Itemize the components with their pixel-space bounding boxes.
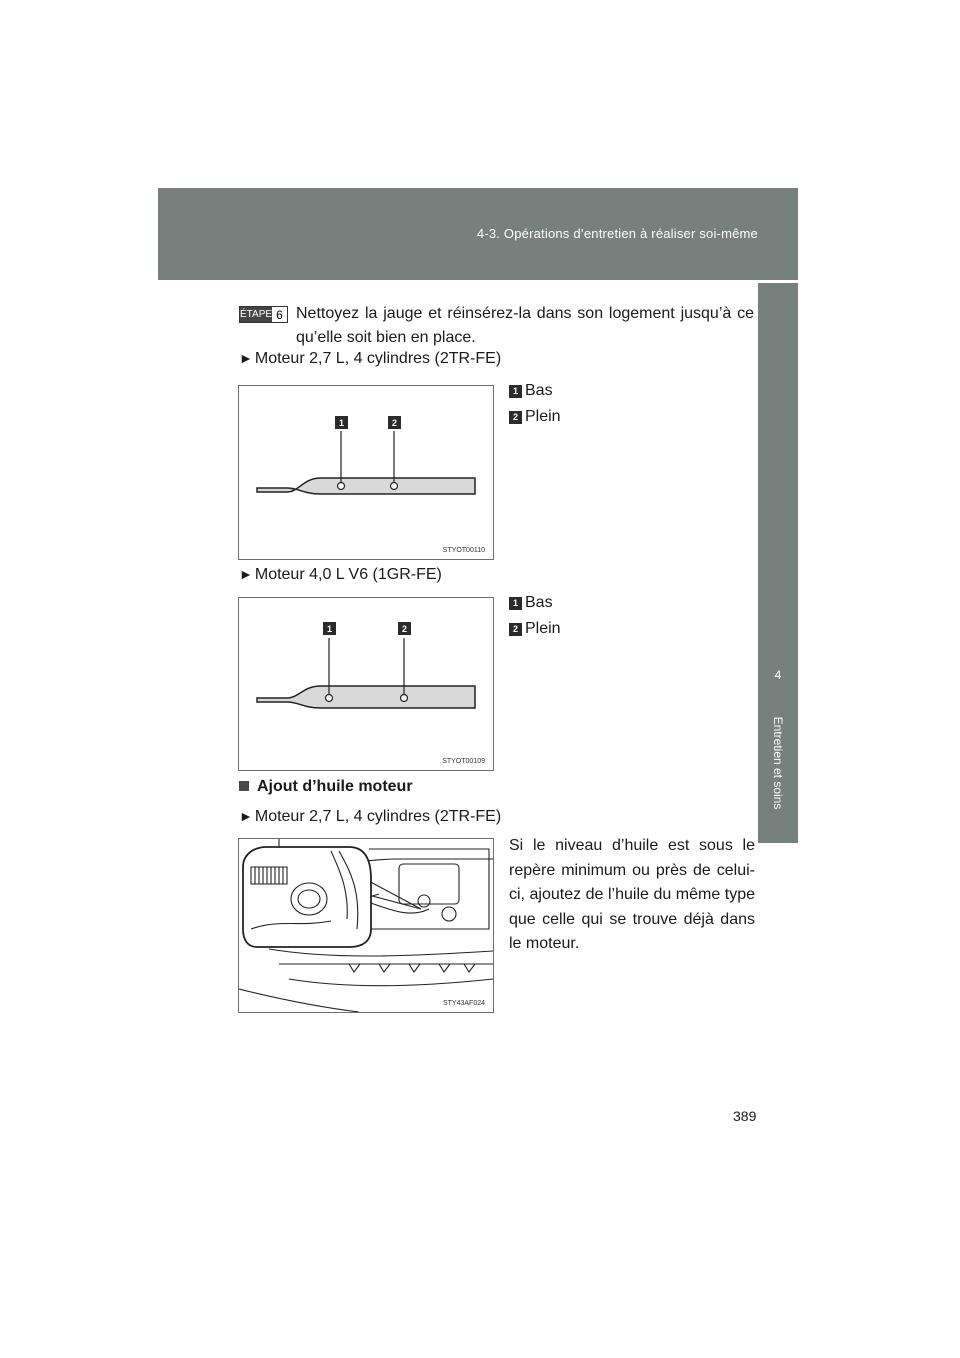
legend-badge: 1 xyxy=(509,385,522,398)
callout-1: 1 xyxy=(323,622,336,635)
legend-item xyxy=(509,593,553,613)
variant1-title: Moteur 2,7 L, 4 cylindres (2TR-FE) xyxy=(254,350,502,367)
legend-label: Bas xyxy=(525,594,553,611)
chapter-side-label: Entretien et soins xyxy=(771,716,785,810)
section-title: Ajout d’huile moteur xyxy=(257,778,413,795)
legend-item xyxy=(509,619,561,639)
triangle-bullet-icon: ► xyxy=(239,808,253,824)
legend-label: Bas xyxy=(525,382,553,399)
callout-1: 1 xyxy=(335,416,348,429)
engine-compartment-illustration xyxy=(239,839,493,1012)
dipstick-illustration xyxy=(239,598,493,770)
section-subtitle: Moteur 2,7 L, 4 cylindres (2TR-FE) xyxy=(254,808,502,825)
figure-code: STY43AF024 xyxy=(442,1000,485,1007)
step-text: Nettoyez la jauge et réinsérez-la dans son logement jusqu’à ce qu’elle soit bien en place. xyxy=(296,305,754,346)
square-bullet-icon xyxy=(239,781,249,791)
dipstick-figure-2 xyxy=(238,597,494,771)
legend-label: Plein xyxy=(525,620,561,637)
step-badge-number: 6 xyxy=(272,307,287,322)
chapter-side-tab xyxy=(758,283,798,843)
figure-code: STYOT00110 xyxy=(442,547,485,554)
chapter-title: 4-3. Opérations d’entretien à réaliser soi-même xyxy=(476,226,758,241)
page-number: 389 xyxy=(733,1108,757,1124)
legend-item xyxy=(509,381,553,401)
legend-item xyxy=(509,407,561,427)
legend-label: Plein xyxy=(525,408,561,425)
figure-code: STYOT00109 xyxy=(442,758,485,765)
callout-2: 2 xyxy=(398,622,411,635)
variant1-title-row xyxy=(239,346,501,371)
step-badge xyxy=(239,306,288,323)
dipstick-figure-1 xyxy=(238,385,494,560)
legend-badge: 1 xyxy=(509,597,522,610)
engine-figure xyxy=(238,838,494,1013)
legend-badge: 2 xyxy=(509,623,522,636)
section-body-text: Si le niveau d’huile est sous le repère minimum ou près de celui-ci, ajoutez de l’huile du même type que celle qui se trouve déjà dans le moteur. xyxy=(509,837,755,953)
chapter-header xyxy=(158,188,798,280)
variant2-title: Moteur 4,0 L V6 (1GR-FE) xyxy=(254,566,442,583)
section-heading xyxy=(239,778,413,796)
section-subtitle-row xyxy=(239,804,501,829)
variant2-title-row xyxy=(239,562,442,587)
legend-badge: 2 xyxy=(509,411,522,424)
chapter-number: 4 xyxy=(774,668,782,682)
triangle-bullet-icon: ► xyxy=(239,350,253,366)
triangle-bullet-icon: ► xyxy=(239,566,253,582)
dipstick-illustration xyxy=(239,386,493,559)
step-badge-label: ÉTAPE xyxy=(240,309,273,320)
callout-2: 2 xyxy=(388,416,401,429)
